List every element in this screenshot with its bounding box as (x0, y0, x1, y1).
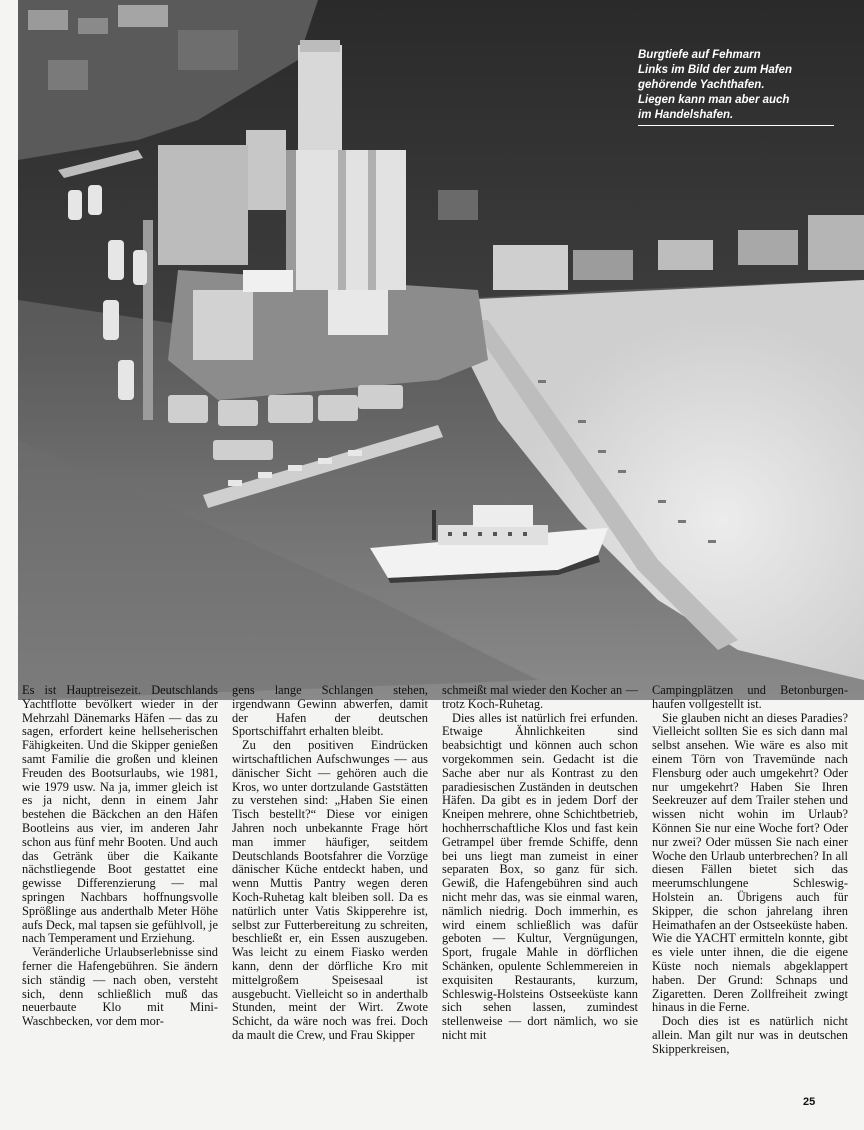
page-number: 25 (803, 1096, 816, 1108)
paragraph: Sie glauben nicht an dieses Paradies? Vielleicht sollten Sie es sich dann mal selbst ansehen. Wie wäre es also mit einem Törn von Travemünde nach Flensburg oder auch umgekehrt? Oder nur umgekehrt? Haben Sie Ihren Seekreuzer auf dem Trailer stehen und wissen nicht wohin im Urlaub? Können Sie nur eine Woche fort? Oder nur zwei? Oder müssen Sie nach einer Woche den Urlaub unterbrechen? In all diesen Fällen bietet sich das meerumschlungene Schleswig-Holstein an. Übrigens auch für Skipper, die schon jahrelang ihren Heimathafen an der Ostseeküste haben. Wie die YACHT ermitteln konnte, gibt es viele unter ihnen, die die eigene Küste noch niemals abgeklappert haben. Der Grund: Schnaps und Zigaretten. Deren Zollfreiheit zwingt hinaus in die Ferne. (652, 710, 848, 1015)
paragraph: Veränderliche Urlaubserlebnisse sind ferner die Hafengebühren. Sie ändern sich ständig — nach oben, versteht sich, denn schließlich muß das neuerbaute Klo mit Mini-Waschbecken, vor dem mor- (22, 945, 218, 1029)
caption-line: Links im Bild der zum Hafen (638, 64, 792, 76)
paragraph: Es ist Hauptreisezeit. Deutschlands Yachtflotte bevölkert wieder in der Mehrzahl Dänemarks Häfen — das zu sagen, erfordert keine hellseherischen Fähigkeiten. Und die Skipper genießen samt Familie die großen und kleinen Freuden des Bootsurlaubs, wie 1981, wie 1979 usw. Na ja, immer gleich ist es ja nicht, denn in einem Jahr bestehen die Bäckchen an den Häfen Bootleins aus vier, im anderen Jahr schon aus fünf mehr Booten. Und auch das Getränk über die Kaikante nächstliegende Boot gestattet eine gewisse Differenzierung — mal springen Nachbars hoffnungsvolle Sprößlinge aus anderthalb Meter Höhe aufs Deck, mal tapsen sie gefühlvoll, je nach Temperament und Erziehung. (22, 684, 218, 946)
paragraph: schmeißt mal wieder den Kocher an — trotz Koch-Ruhetag. (442, 684, 638, 711)
text-column-2 (232, 684, 428, 1104)
paragraph: Campingplätzen und Betonburgen-haufen vollgestellt ist. (652, 684, 848, 711)
photo-caption (638, 48, 834, 126)
caption-line: Liegen kann man aber auch (638, 94, 790, 106)
paragraph: Dies alles ist natürlich frei erfunden. Etwaige Ähnlichkeiten sind beabsichtigt und können auch schon vorgekommen sein. Gedacht ist die Sache aber nur als Kontrast zu den paradiesischen Zuständen in deutschen Häfen. Da gibt es in jedem Dorf der Kneipen mehrere, ohne Schichtbetrieb, hochherrschaftliche Klos und fast kein Getrampel über fremde Schiffe, denn bei uns liegt man zumeist in einer separaten Box, so ganz für sich. Gewiß, die Hafengebühren sind auch nicht mehr das, was sie einmal waren, nämlich niedrig. Doch immerhin, es wird einem schließlich was dafür geboten — Kultur, Vergnügungen, Sport, frugale Mahle in dörflichen Schänken, opulente Schlemmereien in exquisiten Restaurants, kurzum, Schleswig-Holsteins Ostseeküste kann sich sehen lassen, zumindest stellenweise — dort nämlich, wo sie nicht mit (442, 710, 638, 1042)
paragraph: gens lange Schlangen stehen, irgendwann Gewinn abwerfen, damit der Hafen der deutschen Sportschiffahrt erhalten bleibt. (232, 684, 428, 739)
paragraph: Zu den positiven Eindrücken wirtschaftlichen Aufschwunges — aus dänischer Sicht — gehören auch die Kros, wo unter dortzulande Gaststätten zu verstehen sind: „Haben Sie einen Tisch bestellt?“ Diese vor einigen Jahren noch unbekannte Frage hört man immer häufiger, seitdem Deutschlands Bootsfahrer die Vorzüge dänischer Küche entdeckt haben, und wenn Muttis Pantry wegen deren Koch-Ruhetag kalt bleiben soll. Da es natürlich unter Vatis Skipperehre ist, selbst zur Futterbereitung zu schreiten, beschließt er, ein Essen auszugeben. Was leicht zu einem Fiasko werden kann, denn der dörfliche Kro mit mittelgroßem Speisesaal ist ausgebucht. Vielleicht so in anderthalb Stunden, meint der Wirt. Zwote Schicht, da wäre noch was frei. Doch da mault die Crew, und Frau Skipper (232, 738, 428, 1042)
text-column-4 (652, 684, 848, 1104)
article-body (22, 684, 848, 1104)
paragraph: Doch dies ist es natürlich nicht allein. Man gilt nur was in deutschen Skipperkreisen, (652, 1014, 848, 1056)
text-column-3 (442, 684, 638, 1104)
caption-line: im Handelshafen. (638, 109, 734, 121)
caption-line: Burgtiefe auf Fehmarn (638, 49, 761, 61)
text-column-1 (22, 684, 218, 1104)
caption-line: gehörende Yachthafen. (638, 79, 765, 91)
